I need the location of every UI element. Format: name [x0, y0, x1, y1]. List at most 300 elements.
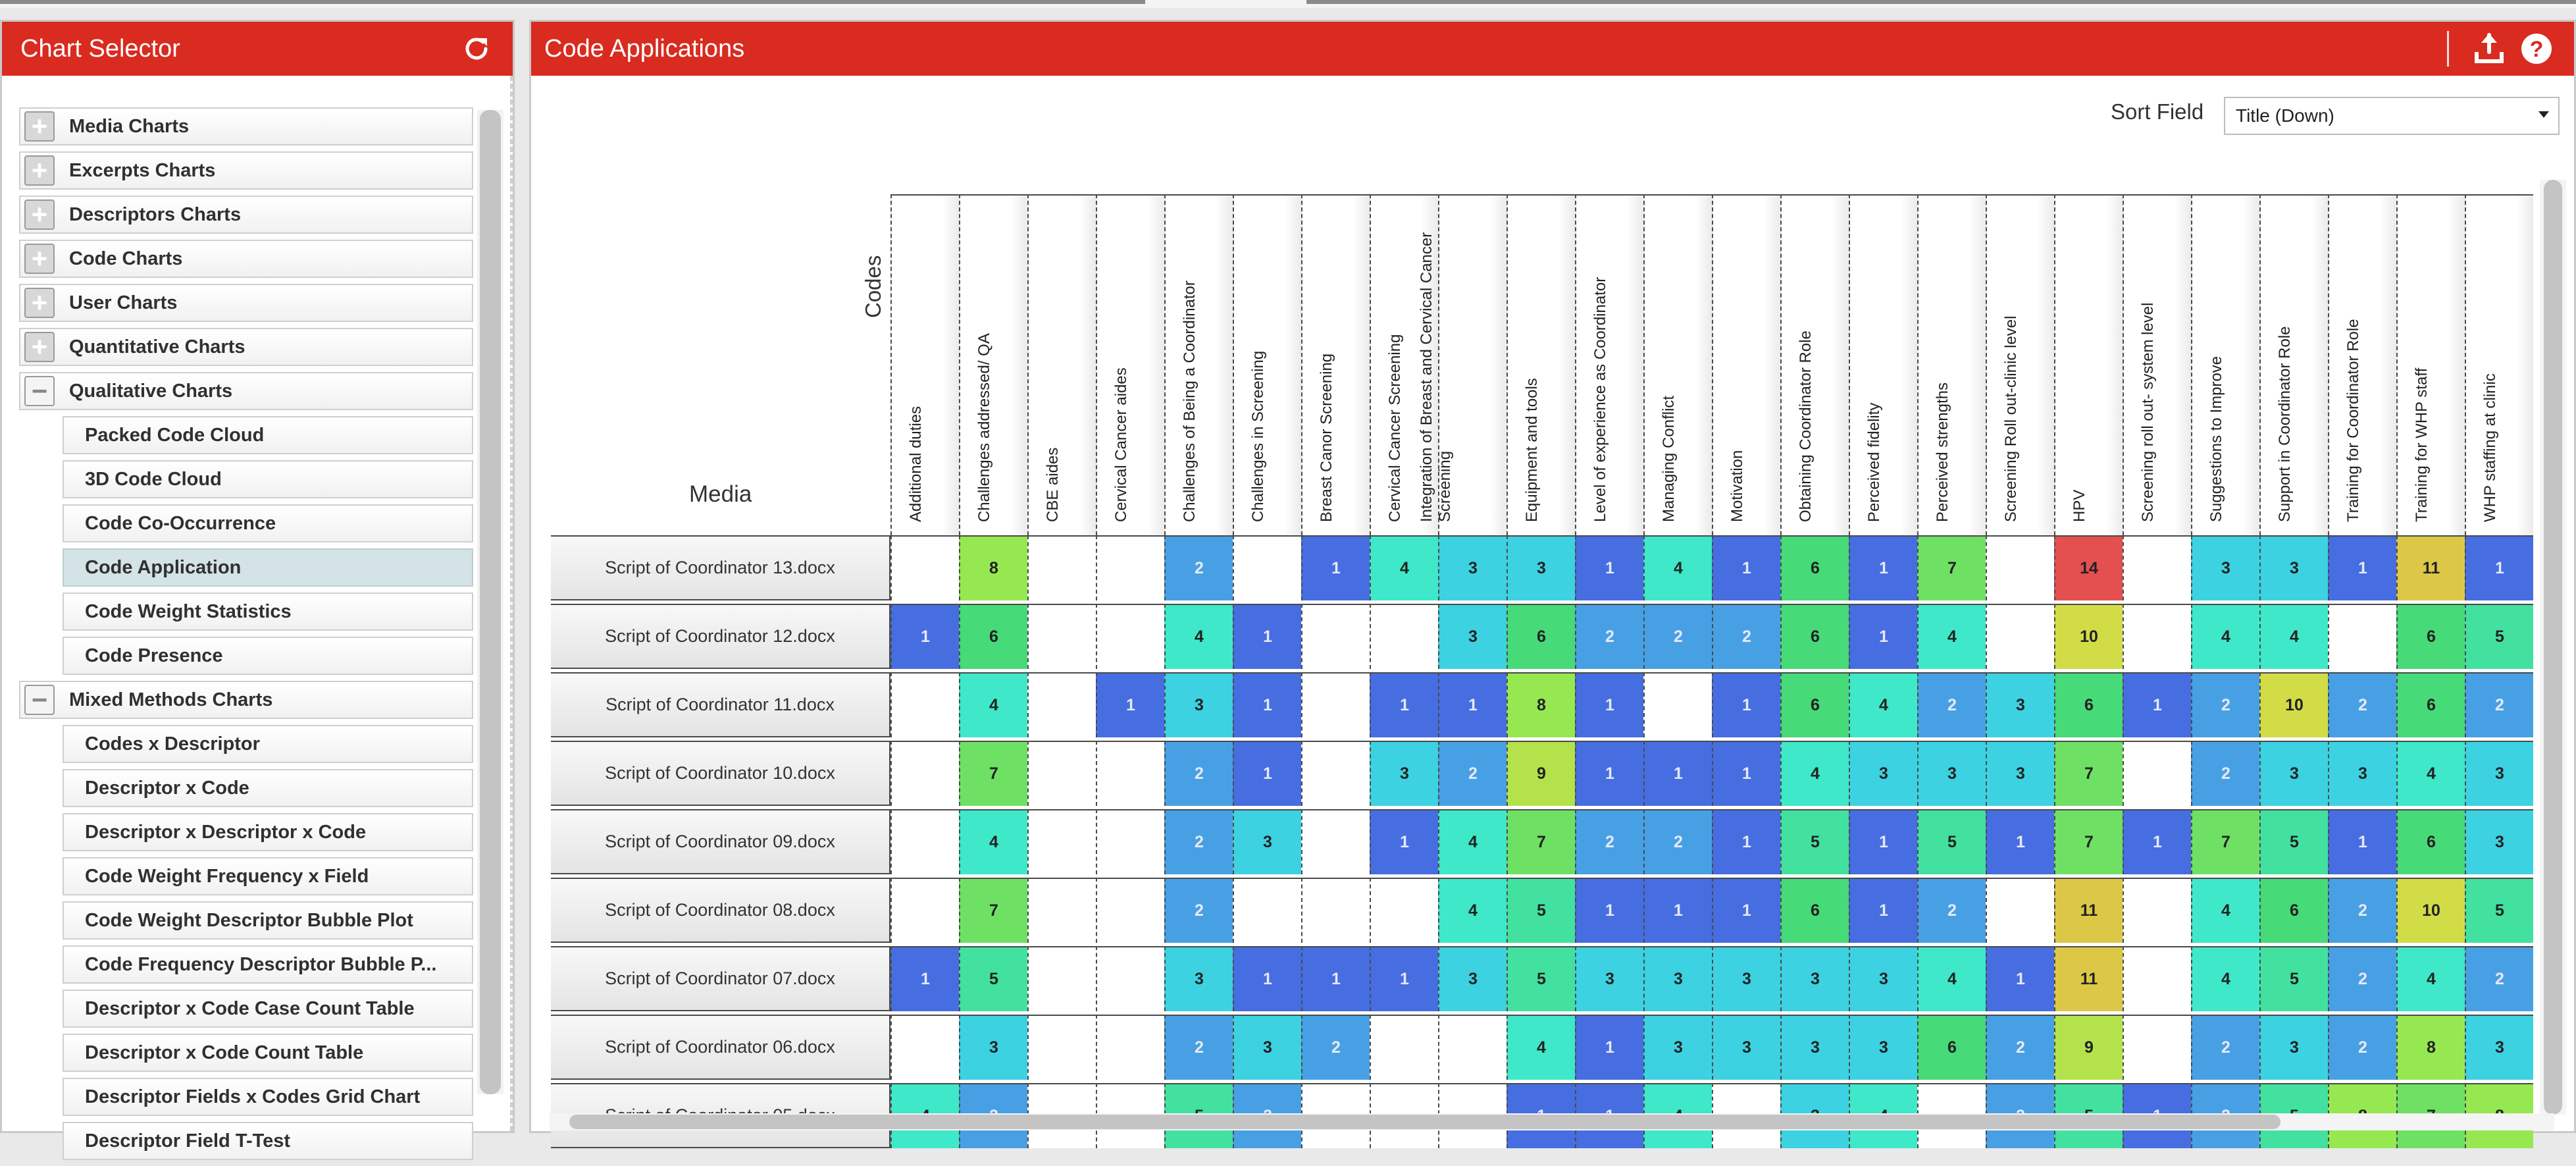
heatmap-cell[interactable]: 3 — [1438, 604, 1507, 669]
heatmap-cell[interactable]: 1 — [1849, 809, 1917, 874]
heatmap-cell[interactable]: 2 — [1712, 604, 1780, 669]
media-row-label[interactable]: Script of Coordinator 10.docx — [551, 741, 890, 806]
heatmap-cell[interactable]: 3 — [1438, 946, 1507, 1011]
heatmap-cell[interactable]: 3 — [1780, 946, 1849, 1011]
heatmap-cell[interactable]: 7 — [2054, 809, 2123, 874]
heatmap-cell[interactable]: 2 — [1643, 604, 1712, 669]
heatmap-cell[interactable]: 1 — [1575, 878, 1643, 943]
heatmap-cell[interactable]: 3 — [1643, 1015, 1712, 1080]
heatmap-cell[interactable]: 11 — [2054, 878, 2123, 943]
heatmap-cell[interactable] — [1027, 809, 1096, 874]
media-row-label[interactable]: Script of Coordinator 12.docx — [551, 604, 890, 669]
heatmap-cell[interactable] — [1643, 672, 1712, 737]
heatmap-cell[interactable]: 3 — [1986, 741, 2054, 806]
heatmap-cell[interactable]: 6 — [2259, 878, 2328, 943]
heatmap-cell[interactable]: 3 — [2259, 535, 2328, 600]
heatmap-cell[interactable]: 4 — [1438, 878, 1507, 943]
heatmap-cell[interactable]: 1 — [2328, 809, 2396, 874]
code-column-header[interactable] — [1849, 194, 1917, 535]
heatmap-cell[interactable] — [1370, 878, 1438, 943]
expand-icon[interactable]: + — [24, 155, 55, 186]
heatmap-cell[interactable]: 1 — [890, 946, 959, 1011]
heatmap-cell[interactable]: 7 — [959, 878, 1027, 943]
chart-item[interactable] — [63, 1078, 473, 1116]
code-column-header[interactable] — [2123, 194, 2191, 535]
chart-selector-header — [2, 22, 513, 76]
heatmap-cell[interactable]: 3 — [1164, 946, 1233, 1011]
chart-item[interactable] — [63, 416, 473, 454]
heatmap-cell[interactable]: 7 — [2191, 809, 2259, 874]
heatmap-cell[interactable]: 3 — [1233, 1015, 1301, 1080]
code-column-label: Motivation — [1728, 450, 1746, 522]
expand-icon[interactable]: + — [24, 332, 55, 362]
heatmap-cell[interactable]: 1 — [2465, 535, 2533, 600]
export-icon[interactable] — [2470, 30, 2508, 68]
code-column-header[interactable] — [1418, 194, 1507, 535]
chart-item-label: Descriptors Charts — [69, 203, 242, 225]
chart-tree-scrollbar[interactable] — [477, 110, 503, 1094]
code-column-header[interactable] — [1986, 194, 2054, 535]
heatmap-cell[interactable] — [1096, 535, 1164, 600]
heatmap-cell[interactable] — [2123, 878, 2191, 943]
heatmap-cell[interactable] — [2123, 604, 2191, 669]
chart-item[interactable] — [63, 945, 473, 984]
heatmap-cell[interactable] — [1986, 604, 2054, 669]
heatmap-cell[interactable]: 1 — [1986, 946, 2054, 1011]
heatmap-cell[interactable]: 11 — [2396, 535, 2465, 600]
code-column-header[interactable] — [1233, 194, 1301, 535]
chart-item-label: Descriptor Fields x Codes Grid Chart — [85, 1086, 421, 1107]
heatmap-cell[interactable]: 2 — [2328, 878, 2396, 943]
heatmap-cell[interactable]: 1 — [1370, 946, 1438, 1011]
heatmap-cell[interactable]: 7 — [1507, 809, 1575, 874]
heatmap-cell[interactable]: 8 — [2396, 1015, 2465, 1080]
code-column-label: CBE aides — [1044, 447, 1062, 522]
heatmap-cell[interactable] — [1301, 604, 1370, 669]
heatmap-cell[interactable]: 2 — [2465, 946, 2533, 1011]
grid-vertical-scrollbar[interactable] — [2540, 180, 2566, 1115]
heatmap-cell[interactable]: 1 — [1986, 809, 2054, 874]
heatmap-cell[interactable] — [1370, 1015, 1438, 1080]
heatmap-cell[interactable] — [890, 535, 959, 600]
chart-group[interactable] — [19, 328, 473, 366]
heatmap-cell[interactable]: 3 — [2259, 1015, 2328, 1080]
chart-item-label: User Charts — [69, 292, 178, 313]
code-column-label: Support in Coordinator Role — [2276, 326, 2294, 522]
heatmap-cell[interactable]: 3 — [2465, 741, 2533, 806]
heatmap-cell[interactable]: 1 — [1712, 809, 1780, 874]
code-column-label: Training for Coordinator Role — [2344, 319, 2362, 522]
heatmap-cell[interactable]: 5 — [959, 946, 1027, 1011]
expand-icon[interactable]: + — [24, 244, 55, 274]
code-column-header[interactable] — [2054, 194, 2123, 535]
heatmap-cell[interactable]: 3 — [2259, 741, 2328, 806]
heatmap-cell[interactable] — [1027, 946, 1096, 1011]
media-axis-label: Media — [689, 481, 752, 507]
heatmap-cell[interactable]: 4 — [1164, 604, 1233, 669]
chart-item-label: Code Weight Statistics — [85, 600, 292, 622]
heatmap-cell[interactable]: 5 — [2259, 946, 2328, 1011]
chart-selector-body — [2, 76, 513, 1152]
heatmap-cell[interactable]: 9 — [2054, 1015, 2123, 1080]
heatmap-cell[interactable]: 2 — [1643, 809, 1712, 874]
chart-item-label: Code Co-Occurrence — [85, 512, 276, 534]
heatmap-cell[interactable]: 1 — [1096, 672, 1164, 737]
heatmap-cell[interactable]: 1 — [1712, 741, 1780, 806]
code-column-header[interactable] — [1712, 194, 1780, 535]
heatmap-cell[interactable] — [1096, 1015, 1164, 1080]
heatmap-cell[interactable]: 4 — [1507, 1015, 1575, 1080]
heatmap-cell[interactable]: 1 — [1370, 672, 1438, 737]
heatmap-cell[interactable]: 4 — [1370, 535, 1438, 600]
heatmap-cell[interactable]: 1 — [1575, 1015, 1643, 1080]
heatmap-cell[interactable]: 3 — [1849, 946, 1917, 1011]
heatmap-cell[interactable]: 6 — [2396, 809, 2465, 874]
heatmap-cell[interactable] — [1027, 741, 1096, 806]
heatmap-cell[interactable]: 2 — [1164, 809, 1233, 874]
heatmap-cell[interactable]: 4 — [2191, 946, 2259, 1011]
code-column-label: Challenges in Screening — [1249, 350, 1267, 522]
heatmap-cell[interactable]: 1 — [1849, 878, 1917, 943]
heatmap-cell[interactable]: 2 — [2328, 1015, 2396, 1080]
heatmap-cell[interactable]: 6 — [1780, 604, 1849, 669]
heatmap-cell[interactable]: 3 — [2465, 809, 2533, 874]
heatmap-cell[interactable]: 1 — [1233, 672, 1301, 737]
heatmap-cell[interactable]: 3 — [1849, 1015, 1917, 1080]
heatmap-cell[interactable]: 1 — [1301, 535, 1370, 600]
chart-item[interactable] — [63, 548, 473, 587]
heatmap-cell[interactable]: 7 — [1917, 535, 1986, 600]
heatmap-cell[interactable]: 4 — [959, 672, 1027, 737]
heatmap-cell[interactable] — [1096, 604, 1164, 669]
heatmap-cell[interactable]: 2 — [2328, 672, 2396, 737]
heatmap-cell[interactable]: 4 — [2191, 878, 2259, 943]
chart-group[interactable] — [19, 107, 473, 146]
chevron-down-icon — [2538, 111, 2549, 118]
code-column-header[interactable] — [1164, 194, 1233, 535]
heatmap-cell[interactable]: 2 — [2191, 741, 2259, 806]
heatmap-cell[interactable] — [1096, 946, 1164, 1011]
heatmap-cell[interactable] — [890, 741, 959, 806]
heatmap-cell[interactable] — [2123, 535, 2191, 600]
heatmap-cell[interactable]: 6 — [2396, 604, 2465, 669]
heatmap-cell[interactable]: 4 — [1849, 672, 1917, 737]
heatmap-cell[interactable]: 2 — [2191, 672, 2259, 737]
code-column-header[interactable] — [959, 194, 1027, 535]
media-row-label[interactable]: Script of Coordinator 08.docx — [551, 878, 890, 943]
header-divider — [2447, 31, 2449, 66]
heatmap-cell[interactable]: 2 — [1164, 535, 1233, 600]
expand-icon[interactable]: + — [24, 199, 55, 230]
code-column-label: Screening Roll out-clinic level — [2002, 315, 2020, 522]
heatmap-cell[interactable] — [2123, 946, 2191, 1011]
heatmap-cell[interactable]: 4 — [2396, 946, 2465, 1011]
chart-item-label: Codes x Descriptor — [85, 733, 260, 755]
chart-item[interactable] — [63, 460, 473, 498]
chart-item[interactable] — [63, 725, 473, 763]
heatmap-cell[interactable]: 3 — [1643, 946, 1712, 1011]
heatmap-cell[interactable]: 2 — [1438, 741, 1507, 806]
heatmap-cell[interactable] — [1438, 1015, 1507, 1080]
heatmap-cell[interactable]: 3 — [959, 1015, 1027, 1080]
heatmap-cell[interactable]: 6 — [2054, 672, 2123, 737]
heatmap-cell[interactable] — [1301, 672, 1370, 737]
code-column-label: HPV — [2071, 489, 2088, 522]
media-row-label[interactable]: Script of Coordinator 13.docx — [551, 535, 890, 600]
code-column-header[interactable] — [2191, 194, 2259, 535]
code-column-header[interactable] — [1096, 194, 1164, 535]
code-column-label: Challenges addressed/ QA — [975, 333, 993, 522]
heatmap-cell[interactable] — [1027, 878, 1096, 943]
heatmap-cell[interactable]: 3 — [1233, 809, 1301, 874]
collapse-icon[interactable]: − — [24, 376, 55, 406]
sort-field-select[interactable] — [2224, 97, 2560, 135]
code-column-header[interactable] — [2465, 194, 2533, 535]
code-column-header[interactable] — [1027, 194, 1096, 535]
heatmap-cell[interactable] — [1027, 535, 1096, 600]
heatmap-cell[interactable]: 4 — [1917, 604, 1986, 669]
heatmap-cell[interactable]: 1 — [1643, 741, 1712, 806]
media-row-label[interactable]: Script of Coordinator 06.docx — [551, 1015, 890, 1080]
code-column-label: Cervical Cancer aides — [1112, 367, 1130, 522]
heatmap-cell[interactable]: 4 — [1917, 946, 1986, 1011]
heatmap-cell[interactable] — [890, 1015, 959, 1080]
heatmap-cell[interactable]: 2 — [1917, 878, 1986, 943]
media-row-label[interactable]: Script of Coordinator 07.docx — [551, 946, 890, 1011]
heatmap-cell[interactable]: 1 — [1438, 672, 1507, 737]
chart-item-label: Descriptor x Code Count Table — [85, 1042, 364, 1063]
heatmap-cell[interactable]: 8 — [959, 535, 1027, 600]
heatmap-cell[interactable]: 4 — [1643, 535, 1712, 600]
help-icon[interactable] — [2517, 30, 2556, 68]
heatmap-cell[interactable]: 1 — [1575, 672, 1643, 737]
chart-group[interactable] — [19, 372, 473, 410]
expand-icon[interactable]: + — [24, 111, 55, 142]
heatmap-cell[interactable] — [1301, 741, 1370, 806]
code-application-grid — [548, 167, 2553, 1115]
heatmap-cell[interactable]: 4 — [959, 809, 1027, 874]
heatmap-cell[interactable] — [1027, 672, 1096, 737]
heatmap-cell[interactable]: 5 — [2465, 878, 2533, 943]
heatmap-cell[interactable]: 1 — [1712, 535, 1780, 600]
code-column-header[interactable] — [1780, 194, 1849, 535]
heatmap-cell[interactable]: 1 — [1849, 535, 1917, 600]
heatmap-cell[interactable]: 6 — [1780, 672, 1849, 737]
code-column-label: Additional duties — [907, 406, 925, 522]
chart-item[interactable] — [63, 1122, 473, 1160]
heatmap-cell[interactable] — [1233, 878, 1301, 943]
heatmap-cell[interactable]: 4 — [1438, 809, 1507, 874]
heatmap-cell[interactable]: 3 — [2328, 741, 2396, 806]
heatmap-cell[interactable]: 6 — [1507, 604, 1575, 669]
heatmap-cell[interactable]: 5 — [1917, 809, 1986, 874]
code-column-header[interactable] — [1917, 194, 1986, 535]
code-column-header[interactable] — [2259, 194, 2328, 535]
heatmap-cell[interactable]: 14 — [2054, 535, 2123, 600]
heatmap-cell[interactable]: 4 — [2259, 604, 2328, 669]
code-column-header[interactable] — [1575, 194, 1643, 535]
heatmap-cell[interactable]: 2 — [2465, 672, 2533, 737]
chart-item[interactable] — [63, 813, 473, 851]
chart-item-label: 3D Code Cloud — [85, 468, 222, 490]
heatmap-cell[interactable]: 3 — [2465, 1015, 2533, 1080]
heatmap-cell[interactable]: 4 — [2191, 604, 2259, 669]
heatmap-cell[interactable] — [1301, 878, 1370, 943]
scrollbar-thumb[interactable] — [2544, 180, 2562, 1115]
heatmap-cell[interactable]: 10 — [2396, 878, 2465, 943]
chart-group[interactable] — [19, 284, 473, 322]
heatmap-cell[interactable]: 3 — [1438, 535, 1507, 600]
heatmap-cell[interactable]: 2 — [1164, 741, 1233, 806]
heatmap-cell[interactable]: 9 — [1507, 741, 1575, 806]
chart-group[interactable] — [19, 196, 473, 234]
heatmap-cell[interactable]: 1 — [2328, 535, 2396, 600]
heatmap-cell[interactable]: 1 — [1233, 741, 1301, 806]
heatmap-cell[interactable]: 6 — [1780, 535, 1849, 600]
heatmap-cell[interactable]: 3 — [1780, 1015, 1849, 1080]
heatmap-cell[interactable]: 6 — [959, 604, 1027, 669]
header-actions — [2447, 30, 2556, 68]
heatmap-cell[interactable] — [1986, 535, 2054, 600]
heatmap-cell[interactable] — [1096, 741, 1164, 806]
heatmap-cell[interactable]: 10 — [2259, 672, 2328, 737]
heatmap-cell[interactable] — [2123, 1015, 2191, 1080]
top-strip — [0, 0, 2576, 8]
heatmap-cell[interactable]: 1 — [2123, 672, 2191, 737]
chart-item[interactable] — [63, 593, 473, 631]
heatmap-cell[interactable]: 7 — [2054, 741, 2123, 806]
heatmap-cell[interactable] — [1027, 604, 1096, 669]
expand-icon[interactable]: + — [24, 288, 55, 318]
code-column-header[interactable] — [1643, 194, 1712, 535]
heatmap-cell[interactable]: 5 — [2465, 604, 2533, 669]
heatmap-cell[interactable]: 2 — [1986, 1015, 2054, 1080]
heatmap-cell[interactable]: 2 — [2328, 946, 2396, 1011]
chart-item[interactable] — [63, 1034, 473, 1072]
chart-selector-title: Chart Selector — [20, 34, 180, 63]
code-column-header[interactable] — [1301, 194, 1370, 535]
heatmap-cell[interactable] — [890, 878, 959, 943]
heatmap-cell[interactable]: 6 — [2396, 672, 2465, 737]
heatmap-cell[interactable] — [890, 809, 959, 874]
heatmap-cell[interactable]: 4 — [1780, 741, 1849, 806]
heatmap-cell[interactable]: 3 — [1986, 672, 2054, 737]
scrollbar-thumb[interactable] — [480, 110, 501, 1094]
heatmap-cell[interactable]: 2 — [1164, 1015, 1233, 1080]
heatmap-cell[interactable]: 10 — [2054, 604, 2123, 669]
heatmap-cell[interactable]: 2 — [1575, 604, 1643, 669]
chart-item-label: Quantitative Charts — [69, 336, 245, 358]
chart-item[interactable] — [63, 769, 473, 807]
heatmap-cell[interactable]: 3 — [1849, 741, 1917, 806]
heatmap-cell[interactable] — [1370, 604, 1438, 669]
heatmap-cell[interactable]: 2 — [1575, 809, 1643, 874]
heatmap-cell[interactable]: 1 — [1301, 946, 1370, 1011]
scrollbar-thumb[interactable] — [569, 1115, 2280, 1129]
heatmap-cell[interactable]: 1 — [1575, 535, 1643, 600]
heatmap-cell[interactable]: 1 — [1370, 809, 1438, 874]
code-column-label: Challenges of Being a Coordinator — [1181, 280, 1198, 522]
heatmap-cell[interactable] — [1096, 878, 1164, 943]
sort-field-label: Sort Field — [2111, 99, 2204, 124]
heatmap-cell[interactable]: 11 — [2054, 946, 2123, 1011]
heatmap-cell[interactable] — [1233, 535, 1301, 600]
heatmap-cell[interactable]: 1 — [890, 604, 959, 669]
heatmap-cell[interactable]: 3 — [1917, 741, 1986, 806]
heatmap-cell[interactable]: 1 — [2123, 809, 2191, 874]
heatmap-cell[interactable]: 5 — [1780, 809, 1849, 874]
heatmap-cell[interactable]: 3 — [1575, 946, 1643, 1011]
heatmap-cell[interactable]: 5 — [1507, 946, 1575, 1011]
code-column-label: Breast Canor Screening — [1318, 353, 1335, 522]
heatmap-cell[interactable]: 2 — [1301, 1015, 1370, 1080]
heatmap-cell[interactable]: 1 — [1712, 878, 1780, 943]
chart-group[interactable] — [19, 681, 473, 719]
heatmap-cell[interactable]: 1 — [1233, 604, 1301, 669]
refresh-icon[interactable] — [459, 31, 494, 66]
heatmap-cell[interactable]: 6 — [1780, 878, 1849, 943]
heatmap-cell[interactable]: 5 — [2259, 809, 2328, 874]
heatmap-cell[interactable]: 3 — [1370, 741, 1438, 806]
heatmap-cell[interactable]: 6 — [1917, 1015, 1986, 1080]
media-row-label[interactable]: Script of Coordinator 11.docx — [551, 672, 890, 737]
heatmap-cell[interactable] — [1027, 1015, 1096, 1080]
heatmap-cell[interactable]: 2 — [2191, 1015, 2259, 1080]
heatmap-cell[interactable]: 7 — [959, 741, 1027, 806]
heatmap-cell[interactable]: 8 — [1507, 672, 1575, 737]
heatmap-cell[interactable] — [1301, 809, 1370, 874]
code-column-header[interactable] — [2328, 194, 2396, 535]
code-column-header[interactable] — [1507, 194, 1575, 535]
chart-group[interactable] — [19, 151, 473, 190]
chart-item[interactable] — [63, 857, 473, 895]
chart-group[interactable] — [19, 240, 473, 278]
heatmap-cell[interactable] — [1986, 878, 2054, 943]
collapse-icon[interactable]: − — [24, 685, 55, 715]
chart-item[interactable] — [63, 504, 473, 543]
heatmap-cell[interactable]: 1 — [1575, 741, 1643, 806]
chart-item-label: Packed Code Cloud — [85, 424, 265, 446]
heatmap-cell[interactable] — [2123, 741, 2191, 806]
chart-item[interactable] — [63, 637, 473, 675]
heatmap-cell[interactable] — [1096, 809, 1164, 874]
media-row-label[interactable]: Script of Coordinator 09.docx — [551, 809, 890, 874]
chart-item[interactable] — [63, 901, 473, 940]
heatmap-cell[interactable]: 3 — [2191, 535, 2259, 600]
chart-item[interactable] — [63, 990, 473, 1028]
heatmap-cell[interactable]: 2 — [1917, 672, 1986, 737]
heatmap-cell[interactable]: 5 — [1507, 878, 1575, 943]
heatmap-cell[interactable]: 2 — [1164, 878, 1233, 943]
grid-horizontal-scrollbar[interactable] — [550, 1113, 2554, 1130]
heatmap-cell[interactable]: 3 — [1712, 946, 1780, 1011]
heatmap-cell[interactable]: 1 — [1849, 604, 1917, 669]
heatmap-cell[interactable]: 3 — [1712, 1015, 1780, 1080]
code-column-header[interactable] — [2396, 194, 2465, 535]
heatmap-cell[interactable] — [2328, 604, 2396, 669]
heatmap-cell[interactable] — [890, 672, 959, 737]
chart-item-label: Code Application — [85, 556, 242, 578]
heatmap-cell[interactable]: 4 — [2396, 741, 2465, 806]
chart-item-label: Code Charts — [69, 248, 183, 269]
heatmap-cell[interactable]: 1 — [1233, 946, 1301, 1011]
heatmap-cell[interactable]: 3 — [1507, 535, 1575, 600]
heatmap-cell[interactable]: 3 — [1164, 672, 1233, 737]
code-column-label: Equipment and tools — [1523, 378, 1541, 522]
heatmap-cell[interactable]: 1 — [1643, 878, 1712, 943]
code-column-header[interactable] — [890, 194, 959, 535]
heatmap-cell[interactable]: 1 — [1712, 672, 1780, 737]
